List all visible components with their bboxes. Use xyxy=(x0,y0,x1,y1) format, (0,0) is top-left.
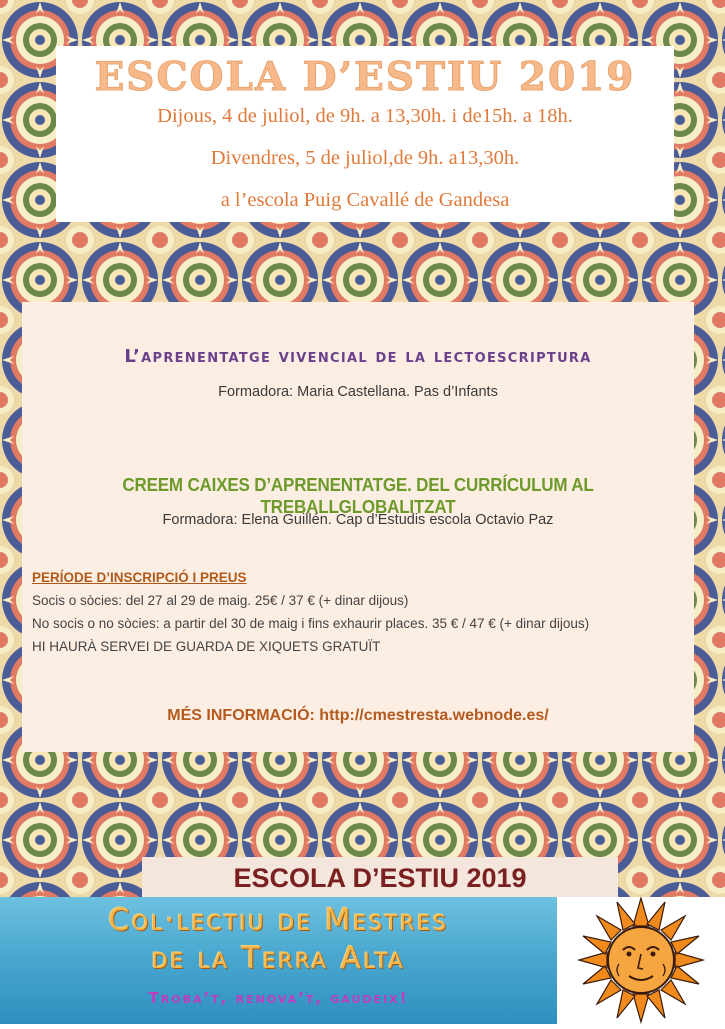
sun-logo-panel xyxy=(557,897,725,1024)
collective-banner xyxy=(0,897,557,1024)
non-members-price: No socis o no sòcies: a partir del 30 de maig i fins exhaurir places. 35 € / 47 € (+ dinar dijous) xyxy=(32,616,590,631)
course-2-title: CREEM CAIXES D’APRENENTATGE. DEL CURRÍCULUM AL TREBALLGLOBALITZAT xyxy=(122,474,594,517)
slogan: Troba’t, renova’t, gaudeix! xyxy=(148,989,409,1007)
course-1-title: L’aprenentatge vivencial de la lectoescriptura xyxy=(124,346,592,367)
course-2-trainer: Formadora: Elena Guillén. Cap d’Estudis escola Octavio Paz xyxy=(162,512,554,528)
course-1-trainer: Formadora: Maria Castellana. Pas d’Infants xyxy=(218,384,498,400)
more-info-label: MÉS INFORMACIÓ: xyxy=(167,707,315,724)
header-box xyxy=(56,46,674,222)
collective-name-line-1: Col·lectiu de Mestres xyxy=(108,903,449,938)
sun-face-logo-icon xyxy=(557,897,725,1024)
footer-title-box xyxy=(142,857,618,899)
childcare-note: HI HAURÀ SERVEI DE GUARDA DE XIQUETS GRATUÏT xyxy=(32,639,381,654)
main-title: ESCOLA D’ESTIU 2019 xyxy=(94,54,636,100)
venue: a l’escola Puig Cavallé de Gandesa xyxy=(220,189,510,211)
more-info-link[interactable]: http://cmestresta.webnode.es/ xyxy=(319,707,549,724)
content-box xyxy=(22,302,694,752)
footer-title: ESCOLA D’ESTIU 2019 xyxy=(233,863,527,893)
registration-section xyxy=(32,570,692,662)
more-info xyxy=(22,707,694,725)
schedule-thursday: Dijous, 4 de juliol, de 9h. a 13,30h. i de15h. a 18h. xyxy=(157,105,573,127)
registration-heading: PERÍODE D’INSCRIPCIÓ I PREUS xyxy=(32,570,247,585)
collective-name-line-2: de la Terra Alta xyxy=(151,941,406,976)
schedule-friday: Divendres, 5 de juliol,de 9h. a13,30h. xyxy=(210,147,520,169)
members-price: Socis o sòcies: del 27 al 29 de maig. 25€ / 37 € (+ dinar dijous) xyxy=(32,593,409,608)
